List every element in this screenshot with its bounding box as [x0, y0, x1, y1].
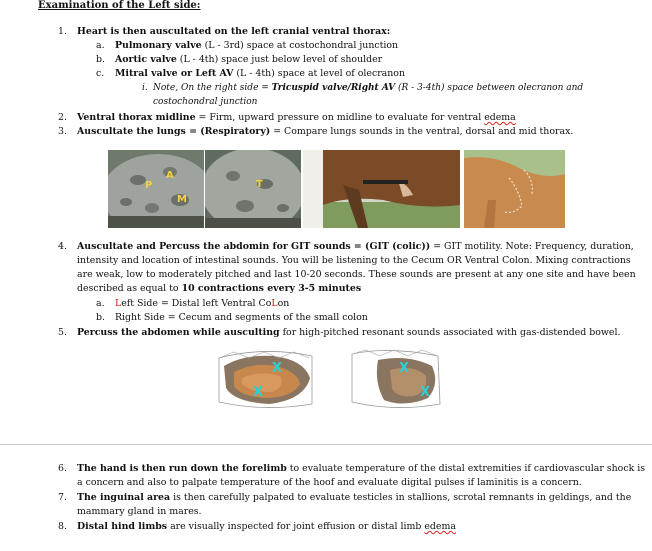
item-1b-number: b. — [96, 54, 105, 65]
item-4a-number: a. — [96, 298, 105, 309]
item-7-number: 7. — [58, 492, 67, 503]
item-4-line-2: intensity and location of intestinal sounds. You will be listening to the Cecum OR Ventral Colon. Mixing contractions — [77, 255, 631, 266]
abdomen-diagram-right — [348, 348, 444, 412]
photo-label-p: P — [145, 180, 153, 191]
item-1ci-number: i. — [142, 83, 148, 93]
item-1ci-text: Note, On the right side = Tricuspid valve/Right AV (R - 3-4th) space between olecranon and — [153, 83, 584, 93]
diagram-mark-right-upper: X — [399, 361, 410, 376]
diagram-mark-left-upper: X — [272, 361, 283, 376]
item-3-text: Auscultate the lungs = (Respiratory) = Compare lungs sounds in the ventral, dorsal and mid thorax. — [77, 126, 574, 137]
item-4a-text: Left Side = Distal left Ventral CoLon — [115, 298, 290, 309]
photo-label-a: A — [166, 170, 174, 181]
horse-outline-photo — [464, 150, 565, 228]
photo-label-t: T — [256, 179, 263, 190]
item-6-number: 6. — [58, 463, 67, 474]
abdomen-diagram-left — [214, 348, 317, 412]
item-1a-number: a. — [96, 40, 105, 51]
item-4-line-3: are weak, low to moderately pitched and last 10-20 seconds. These sounds are present at any one site and have been — [77, 269, 636, 280]
item-3-number: 3. — [58, 126, 67, 137]
item-8-text: Distal hind limbs are visually inspected for joint effusion or distal limb edema — [77, 521, 456, 532]
item-1b-text: Aortic valve (L - 4th) space just below level of shoulder — [115, 54, 383, 65]
auscultation-photo — [303, 150, 460, 228]
item-2-text: Ventral thorax midline = Firm, upward pressure on midline to evaluate for ventral edema — [77, 112, 516, 123]
item-1a-text: Pulmonary valve (L - 3rd) space at costochondral junction — [115, 40, 399, 51]
item-4-number: 4. — [58, 241, 67, 252]
item-4b-text: Right Side = Cecum and segments of the small colon — [115, 312, 368, 323]
item-6-line-1: The hand is then run down the forelimb to evaluate temperature of the distal extremities if cardiovascular shock is — [77, 463, 646, 474]
item-7-line-1: The inguinal area is then carefully palpated to evaluate testicles in stallions, scrotal remnants in geldings, and the — [77, 492, 632, 503]
horse-chest-photo-pam — [108, 150, 204, 228]
item-1c-number: c. — [96, 68, 105, 79]
item-1ci-continuation: costochondral junction — [153, 97, 258, 107]
page-break-divider — [0, 444, 652, 445]
item-5-number: 5. — [58, 327, 67, 338]
horse-chest-photo-t — [205, 150, 301, 228]
item-4b-number: b. — [96, 312, 105, 323]
item-8-number: 8. — [58, 521, 67, 532]
item-4-line-1: Auscultate and Percuss the abdomin for GIT sounds = (GIT (colic)) = GIT motility. Note: Frequency, duration, — [77, 241, 634, 252]
item-7-line-2: mammary gland in mares. — [77, 506, 202, 517]
item-1-number: 1. — [58, 26, 67, 37]
item-6-line-2: a concern and also to palpate temperature of the hoof and evaluate digital pulses if laminitis is a concern. — [77, 477, 582, 488]
diagram-mark-left-lower: X — [253, 385, 264, 400]
item-5-text: Percuss the abdomen while ausculting for high-pitched resonant sounds associated with gas-distended bowel. — [77, 327, 621, 338]
item-1c-text: Mitral valve or Left AV (L - 4th) space at level of olecranon — [115, 68, 405, 79]
diagram-mark-right-lower: X — [420, 385, 431, 400]
item-2-number: 2. — [58, 112, 67, 123]
item-4-line-4: described as equal to 10 contractions every 3-5 minutes — [77, 283, 362, 294]
section-heading: Examination of the Left side: — [38, 0, 201, 11]
photo-label-m: M — [177, 194, 187, 205]
item-1-text: Heart is then auscultated on the left cranial ventral thorax: — [77, 26, 391, 37]
